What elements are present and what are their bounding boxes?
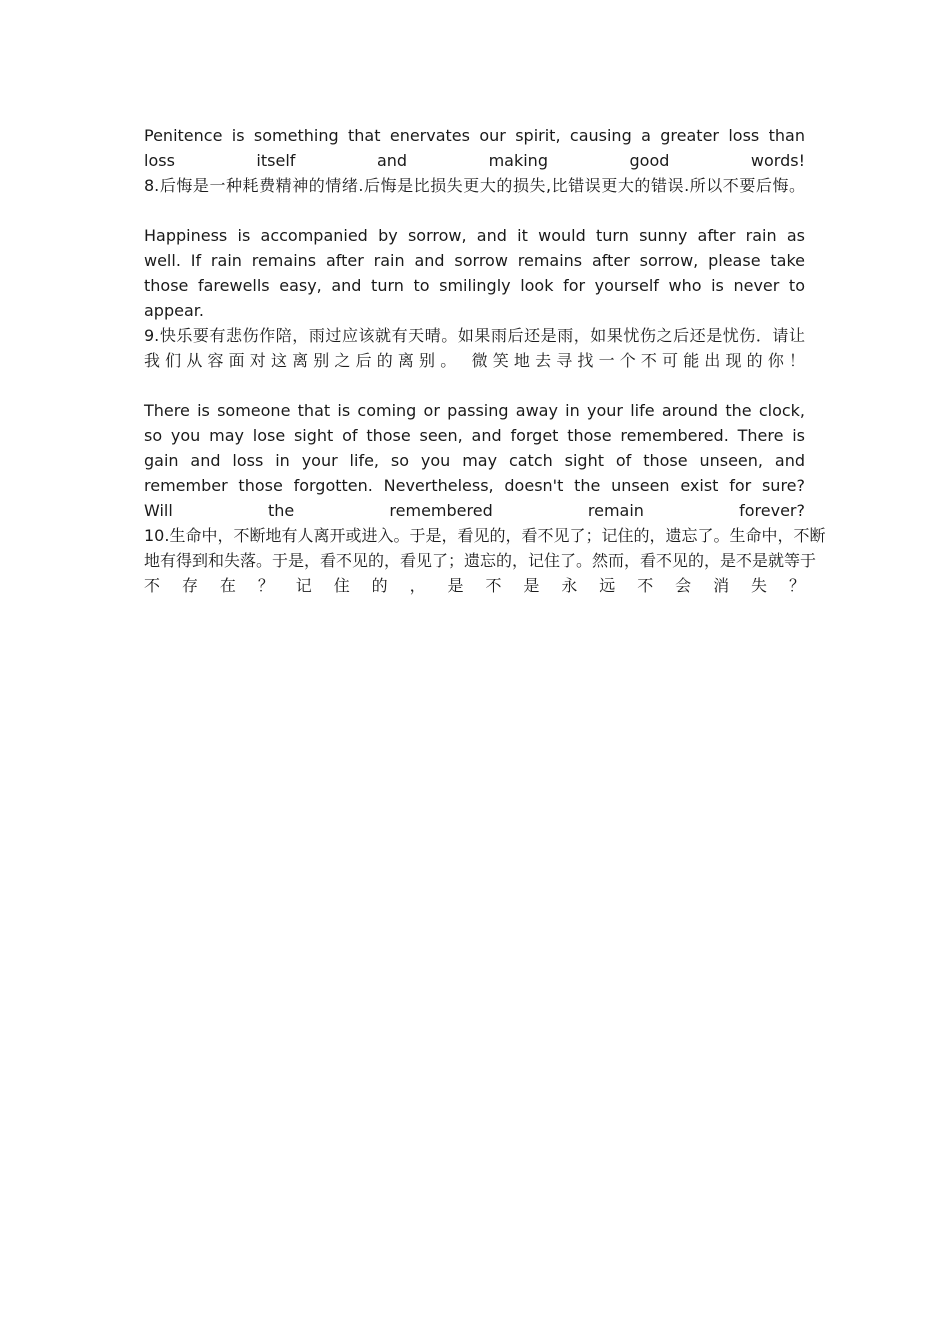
english-line: gain and loss in your life, so you may catch sight of those unseen, and [144,451,805,470]
english-line: There is someone that is coming or passing away in your life around the clock, [144,401,805,420]
chinese-line: 9.快乐要有悲伤作陪，雨过应该就有天晴。如果雨后还是雨，如果忧伤之后还是忧伤．请让 [144,326,805,345]
chinese-line: 10.生命中，不断地有人离开或进入。于是，看见的，看不见了；记住的，遗忘了。生命中，不断 [144,526,826,545]
paragraph-9 [144,223,805,373]
chinese-line: 地有得到和失落。于是，看不见的，看见了；遗忘的，记住了。然而，看不见的，是不是就等于 [144,551,817,570]
english-line: Penitence is something that enervates our spirit, causing a greater loss than [144,126,805,145]
paragraph-10 [144,398,826,598]
english-line: loss itself and making good words! [144,151,805,170]
english-line: so you may lose sight of those seen, and forget those remembered. There is [144,426,805,445]
paragraph-gap [144,198,805,223]
english-line: remember those forgotten. Nevertheless, doesn't the unseen exist for sure? [144,476,805,495]
document-body [144,123,826,598]
english-line: those farewells easy, and turn to smilingly look for yourself who is never to [144,276,805,295]
paragraph-gap [144,373,805,398]
english-line: appear. [144,301,204,320]
paragraph-8 [144,123,805,198]
chinese-line: 不 存 在 ？ 记 住 的 ， 是 不 是 永 远 不 会 消 失 ？ [144,576,805,595]
english-line: well. If rain remains after rain and sorrow remains after sorrow, please take [144,251,805,270]
english-line: Happiness is accompanied by sorrow, and it would turn sunny after rain as [144,226,805,245]
chinese-line: 我们从容面对这离别之后的离别。 微笑地去寻找一个不可能出现的你！ [144,351,805,370]
chinese-line: 8.后悔是一种耗费精神的情绪.后悔是比损失更大的损失,比错误更大的错误.所以不要后悔。 [144,176,805,195]
english-line: Will the remembered remain forever? [144,501,805,520]
